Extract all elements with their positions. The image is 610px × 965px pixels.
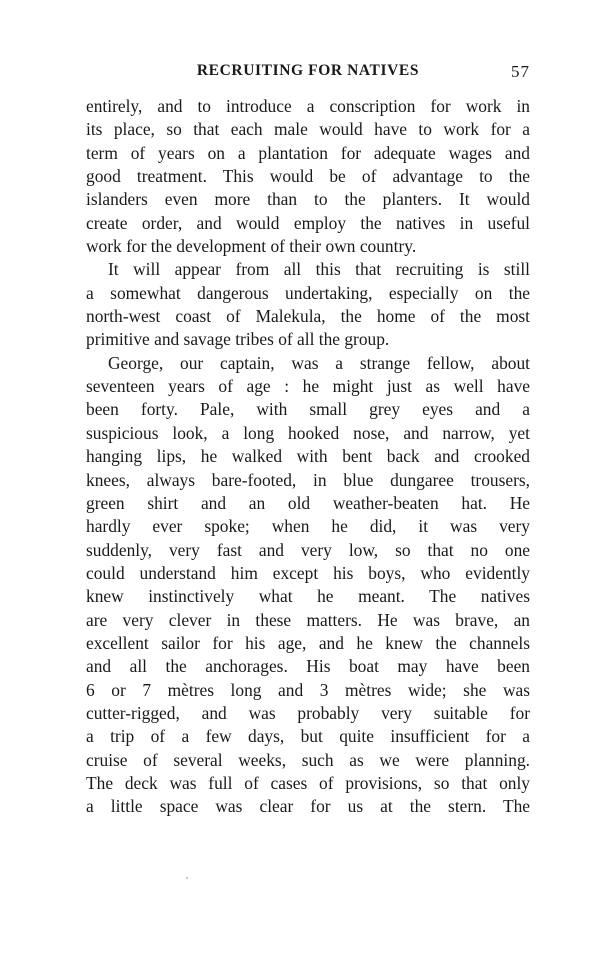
- text-line: cruise of several weeks, such as we were planning.: [86, 749, 530, 770]
- text-line: hardly ever spoke; when he did, it was very: [86, 516, 530, 537]
- paragraph-start-line: George, our captain, was a strange fellow, about: [108, 352, 530, 373]
- text-line: suspicious look, a long hooked nose, and narrow, yet: [86, 422, 530, 443]
- text-line: green shirt and an old weather-beaten hat. He: [86, 492, 530, 513]
- page-number: 57: [511, 62, 530, 81]
- text-line: The deck was full of cases of provisions, so that only: [86, 772, 530, 793]
- paragraph-start-line: It will appear from all this that recruiting is still: [108, 259, 530, 280]
- text-line: suddenly, very fast and very low, so that no one: [86, 539, 530, 560]
- text-line: cutter-rigged, and was probably very suitable for: [86, 702, 530, 723]
- text-line: are very clever in these matters. He was brave, an: [86, 609, 530, 630]
- text-line: term of years on a plantation for adequate wages and: [86, 142, 530, 163]
- text-line: good treatment. This would be of advantage to the: [86, 166, 530, 187]
- text-line: and all the anchorages. His boat may have been: [86, 656, 530, 677]
- text-line: islanders even more than to the planters. It would: [86, 189, 530, 210]
- paper-speck: [186, 877, 188, 879]
- text-line: knees, always bare-footed, in blue dungaree trousers,: [86, 469, 530, 490]
- text-line: could understand him except his boys, who evidently: [86, 562, 530, 583]
- running-head: [86, 62, 530, 86]
- body-text: [86, 95, 530, 819]
- text-line: entirely, and to introduce a conscription for work in: [86, 96, 530, 116]
- text-line: a little space was clear for us at the stern. The: [86, 796, 530, 817]
- text-line: knew instinctively what he meant. The natives: [86, 586, 530, 607]
- text-line: a trip of a few days, but quite insufficient for a: [86, 726, 530, 747]
- text-line: a somewhat dangerous undertaking, especially on the: [86, 282, 530, 303]
- text-line: its place, so that each male would have to work for a: [86, 119, 530, 140]
- text-line: excellent sailor for his age, and he knew the channels: [86, 632, 530, 653]
- text-line: create order, and would employ the natives in useful: [86, 212, 530, 233]
- running-title: RECRUITING FOR NATIVES: [196, 62, 420, 79]
- text-line: been forty. Pale, with small grey eyes and a: [86, 399, 530, 420]
- text-line: north-west coast of Malekula, the home of the most: [86, 306, 530, 327]
- paragraph-end-line: primitive and savage tribes of all the group.: [86, 329, 390, 350]
- text-line: seventeen years of age : he might just as well have: [86, 376, 530, 397]
- paragraph-end-line: work for the development of their own country.: [86, 236, 417, 257]
- text-line: hanging lips, he walked with bent back and crooked: [86, 446, 530, 467]
- text-line: 6 or 7 mètres long and 3 mètres wide; she was: [86, 679, 530, 700]
